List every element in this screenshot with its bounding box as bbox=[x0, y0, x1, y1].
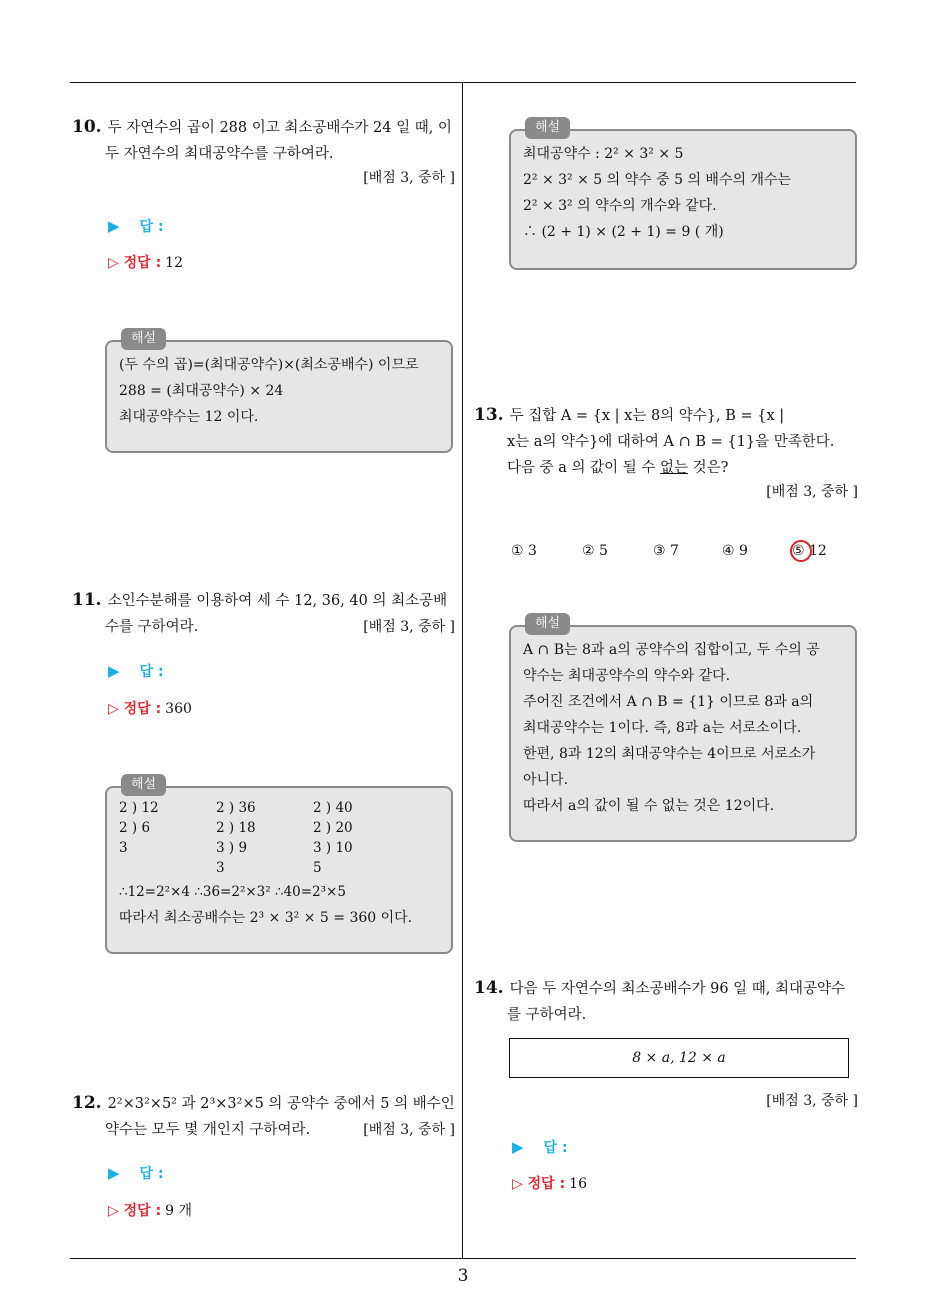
division-cell: 2 ) 20 bbox=[313, 820, 353, 836]
top-rule bbox=[70, 82, 856, 83]
option-1[interactable]: ① 3 bbox=[511, 543, 537, 559]
division-row bbox=[119, 838, 439, 858]
solution-box bbox=[509, 120, 857, 270]
solution-line: 주어진 조건에서 A ∩ B = {1} 이므로 8과 a의 bbox=[523, 694, 814, 710]
division-cell: 5 bbox=[313, 860, 322, 876]
solution-tag: 해설 bbox=[121, 774, 166, 796]
correct-triangle-icon: ▷ bbox=[108, 1203, 124, 1219]
solution-line: 최대공약수는 1이다. 즉, 8과 a는 서로소이다. bbox=[523, 720, 802, 736]
question-text-line3: 다음 중 a 의 값이 될 수 bbox=[507, 460, 660, 476]
option-2[interactable]: ② 5 bbox=[582, 543, 608, 559]
correct-value: 12 bbox=[165, 255, 183, 271]
division-row bbox=[119, 798, 439, 818]
solution-line: 한편, 8과 12의 최대공약수는 4이므로 서로소가 bbox=[523, 746, 816, 762]
option-5[interactable]: ⑤ 12 bbox=[792, 543, 827, 559]
answer-label: 답 : bbox=[139, 664, 164, 680]
answer-label: 답 : bbox=[543, 1140, 568, 1156]
division-cell: 2 ) 40 bbox=[313, 800, 353, 816]
question-meta: [배점 3, 중하 ] bbox=[363, 619, 455, 635]
solution-box bbox=[105, 331, 453, 453]
division-cell: 2 ) 6 bbox=[119, 820, 151, 836]
correct-answer-row bbox=[512, 1173, 587, 1193]
solution-line: 최대공약수는 12 이다. bbox=[119, 409, 259, 425]
solution-tag: 해설 bbox=[121, 328, 166, 350]
question-meta: [배점 3, 중하 ] bbox=[766, 484, 858, 500]
question-text-line1: 소인수분해를 이용하여 세 수 12, 36, 40 의 최소공배 bbox=[107, 593, 448, 609]
solution-line: 아니다. bbox=[523, 772, 569, 788]
question-text-line2: 약수는 모두 몇 개인지 구하여라. bbox=[105, 1122, 311, 1138]
answer-triangle-icon: ▶ bbox=[108, 1164, 120, 1182]
answer-row bbox=[108, 216, 164, 236]
answer-triangle-icon: ▶ bbox=[512, 1138, 524, 1156]
factor-line: ∴12=2²×4 ∴36=2²×3² ∴40=2³×5 bbox=[119, 884, 346, 900]
answer-triangle-icon: ▶ bbox=[108, 662, 120, 680]
division-cell: 2 ) 12 bbox=[119, 800, 159, 816]
solution-box bbox=[105, 777, 453, 954]
question-11 bbox=[72, 587, 455, 640]
correct-value: 9 개 bbox=[165, 1203, 193, 1219]
question-number: 13. bbox=[474, 405, 504, 425]
question-text-line1: 2²×3²×5² 과 2³×3²×5 의 공약수 중에서 5 의 배수인 bbox=[107, 1096, 455, 1112]
option-4[interactable]: ④ 9 bbox=[722, 543, 748, 559]
selected-answer-circle-icon bbox=[790, 540, 812, 562]
division-cell: 3 ) 9 bbox=[216, 840, 248, 856]
question-text-line3-end: 것은? bbox=[687, 460, 729, 476]
correct-value: 360 bbox=[165, 701, 192, 717]
correct-answer-row bbox=[108, 1200, 192, 1220]
solution-line: 약수는 최대공약수의 약수와 같다. bbox=[523, 668, 731, 684]
question-number: 11. bbox=[72, 590, 102, 610]
question-text-line2: 를 구하여라. bbox=[507, 1007, 587, 1023]
solution-line: 288 = (최대공약수) × 24 bbox=[119, 383, 284, 399]
correct-triangle-icon: ▷ bbox=[512, 1176, 528, 1192]
column-divider bbox=[462, 83, 463, 1258]
bottom-rule bbox=[70, 1258, 856, 1259]
correct-label: 정답 : bbox=[123, 255, 162, 271]
answer-label: 답 : bbox=[139, 219, 164, 235]
question-meta: [배점 3, 중하 ] bbox=[363, 1122, 455, 1138]
division-row bbox=[119, 858, 439, 878]
underlined-word: 없는 bbox=[659, 460, 688, 476]
question-14 bbox=[474, 975, 858, 1028]
correct-label: 정답 : bbox=[123, 701, 162, 717]
answer-row bbox=[108, 1163, 164, 1183]
correct-triangle-icon: ▷ bbox=[108, 701, 124, 717]
question-text-line1: 다음 두 자연수의 최소공배수가 96 일 때, 최대공약수 bbox=[509, 981, 846, 997]
answer-row bbox=[512, 1137, 568, 1157]
solution-tag: 해설 bbox=[525, 613, 570, 635]
option-3[interactable]: ③ 7 bbox=[653, 543, 679, 559]
question-number: 14. bbox=[474, 978, 504, 998]
solution-line: 따라서 a의 값이 될 수 없는 것은 12이다. bbox=[523, 798, 775, 814]
question-number: 10. bbox=[72, 117, 102, 137]
question-10 bbox=[72, 114, 455, 187]
correct-label: 정답 : bbox=[527, 1176, 566, 1192]
correct-answer-row bbox=[108, 698, 192, 718]
answer-row bbox=[108, 661, 164, 681]
division-cell: 3 bbox=[216, 860, 225, 876]
solution-line: A ∩ B는 8과 a의 공약수의 집합이고, 두 수의 공 bbox=[523, 642, 820, 658]
solution-box bbox=[509, 616, 857, 842]
question-meta: [배점 3, 중하 ] bbox=[766, 1093, 858, 1109]
division-cell: 3 ) 10 bbox=[313, 840, 353, 856]
division-cell: 2 ) 18 bbox=[216, 820, 256, 836]
division-cell: 3 bbox=[119, 840, 128, 856]
page-number: 3 bbox=[457, 1266, 469, 1286]
answer-label: 답 : bbox=[139, 1166, 164, 1182]
question-text-line1: 두 집합 A = {x | x는 8의 약수}, B = {x | bbox=[509, 408, 785, 424]
solution-line: ∴ (2 + 1) × (2 + 1) = 9 ( 개) bbox=[523, 224, 724, 240]
solution-line: 2² × 3² × 5 의 약수 중 5 의 배수의 개수는 bbox=[523, 172, 792, 188]
question-text-line2: 수를 구하여라. bbox=[105, 619, 199, 635]
correct-label: 정답 : bbox=[123, 1203, 162, 1219]
answer-triangle-icon: ▶ bbox=[108, 217, 120, 235]
correct-value: 16 bbox=[569, 1176, 587, 1192]
division-cell: 2 ) 36 bbox=[216, 800, 256, 816]
solution-line: (두 수의 곱)=(최대공약수)×(최소공배수) 이므로 bbox=[119, 357, 419, 373]
solution-line: 최대공약수 : 2² × 3² × 5 bbox=[523, 146, 684, 162]
question-text-line1: 두 자연수의 곱이 288 이고 최소공배수가 24 일 때, 이 bbox=[107, 120, 452, 136]
division-row bbox=[119, 818, 439, 838]
question-13 bbox=[474, 402, 858, 501]
division-cell bbox=[119, 858, 216, 878]
solution-conclusion: 따라서 최소공배수는 2³ × 3² × 5 = 360 이다. bbox=[119, 910, 413, 926]
solution-line: 2² × 3² 의 약수의 개수와 같다. bbox=[523, 198, 717, 214]
framed-expression: 8 × a, 12 × a bbox=[509, 1038, 849, 1078]
question-text-line2: 두 자연수의 최대공약수를 구하여라. bbox=[105, 146, 334, 162]
question-text-line2: x는 a의 약수}에 대하여 A ∩ B = {1}을 만족한다. bbox=[507, 434, 835, 450]
correct-answer-row bbox=[108, 252, 183, 272]
question-12 bbox=[72, 1090, 455, 1143]
question-number: 12. bbox=[72, 1093, 102, 1113]
question-meta: [배점 3, 중하 ] bbox=[363, 170, 455, 186]
solution-tag: 해설 bbox=[525, 117, 570, 139]
correct-triangle-icon: ▷ bbox=[108, 255, 124, 271]
